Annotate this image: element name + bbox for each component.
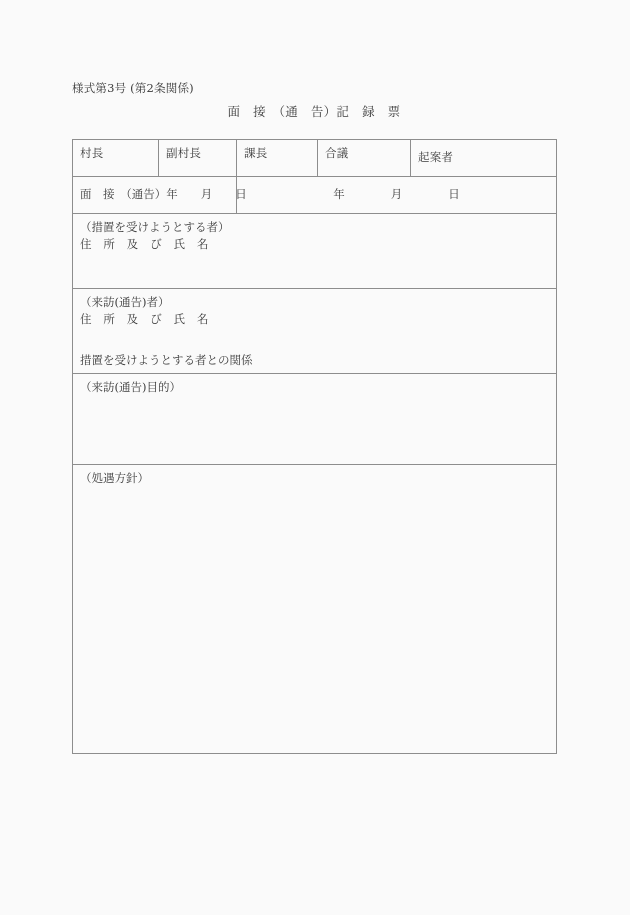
purpose-heading: （来訪(通告)目的） <box>80 380 181 394</box>
policy-row <box>73 465 557 754</box>
subject-row <box>73 214 557 289</box>
visitor-row <box>73 289 557 374</box>
approval-cell-deputy-mayor[interactable] <box>159 140 237 177</box>
interview-date-value-cell[interactable] <box>237 177 557 214</box>
visitor-heading: （来訪(通告)者） <box>80 295 170 309</box>
visitor-subheading: 住 所 及 び 氏 名 <box>80 312 209 327</box>
subject-cell[interactable] <box>73 214 557 289</box>
approval-cell-section-chief[interactable] <box>237 140 318 177</box>
form-code-label: 様式第3号 (第2条関係) <box>72 81 194 95</box>
interview-date-row <box>73 177 557 214</box>
visitor-relation-label: 措置を受けようとする者との関係 <box>80 352 253 367</box>
interview-date-value: 年 月 日 <box>333 187 460 202</box>
approval-cell-drafter[interactable] <box>411 140 557 177</box>
approval-label-village-mayor: 村長 <box>80 146 104 160</box>
approval-cell-joint-consultation[interactable] <box>318 140 411 177</box>
page-title: 面 接 （通 告）記 録 票 <box>227 104 401 119</box>
approval-cell-village-mayor[interactable] <box>73 140 159 177</box>
interview-date-label: 面 接 （通告）年 月 日 <box>80 187 247 202</box>
purpose-row <box>73 374 557 465</box>
policy-heading: （処遇方針） <box>80 471 149 485</box>
approval-label-deputy-mayor: 副村長 <box>166 146 202 160</box>
approval-label-joint-consultation: 合議 <box>325 146 349 160</box>
approval-label-section-chief: 課長 <box>244 146 268 160</box>
subject-heading: （措置を受けようとする者） <box>80 220 230 234</box>
approval-label-drafter: 起案者 <box>418 150 454 165</box>
visitor-cell[interactable] <box>73 289 557 374</box>
subject-subheading: 住 所 及 び 氏 名 <box>80 237 209 252</box>
approval-row <box>73 140 557 177</box>
purpose-cell[interactable] <box>73 374 557 465</box>
interview-record-table <box>72 139 557 754</box>
visitor-block <box>73 289 556 373</box>
interview-date-label-cell <box>73 177 247 214</box>
policy-cell[interactable] <box>73 465 557 754</box>
